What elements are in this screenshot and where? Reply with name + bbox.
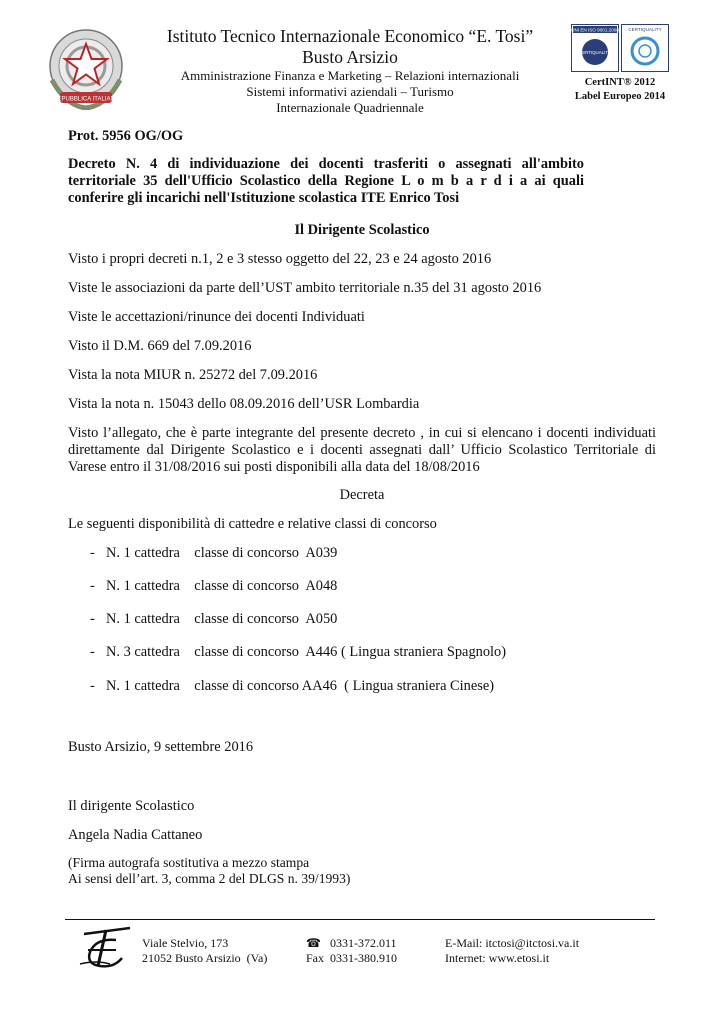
issuer-heading: Il Dirigente Scolastico [294,222,430,238]
phone-icon: ☎ [306,936,321,950]
list-item: - N. 1 cattedra classe di concorso AA46 ( Lingua straniera Cinese) [90,678,495,694]
visto-7: Visto l’allegato, che è parte integrante del presente decreto , in cui si elencano i docenti individuati direttamente dal Dirigente Scolastico e i docenti assegnati dall’ Ufficio Scolastico Territoriale di Varese entro il 31/08/2016 sui posti disponibili alla data del 18/08/2016 [68,425,656,475]
certification-badges [571,24,669,72]
visto-5: Vista la nota MIUR n. 25272 del 7.09.2016 [68,367,318,383]
certiquality-logo [622,25,669,72]
footer-website[interactable]: Internet: www.etosi.it [445,951,550,965]
list-item: - N. 1 cattedra classe di concorso A048 [90,578,338,594]
signature-note: (Firma autografa sostitutiva a mezzo stampa Ai sensi dell’art. 3, comma 2 del DLGS n. 39/1993) [68,855,351,886]
visto-2: Viste le associazioni da parte dell’UST ambito territoriale n.35 del 31 agosto 2016 [68,280,542,296]
visto-1: Visto i propri decreti n.1, 2 e 3 stesso oggetto del 22, 23 e 24 agosto 2016 [68,251,492,267]
visto-3: Viste le accettazioni/rinunce dei docenti Individuati [68,309,365,325]
school-courses-line-2: Sistemi informativi aziendali – Turismo [246,84,454,99]
school-courses-line-1: Amministrazione Finanza e Marketing – Relazioni internazionali [180,68,520,83]
school-monogram-logo [76,924,134,970]
school-name: Istituto Tecnico Internazionale Economico “E. Tosi” [166,26,534,46]
label-europeo: Label Europeo 2014 [574,91,666,102]
footer-address-street: Viale Stelvio, 173 [142,936,229,950]
list-item: - N. 1 cattedra classe di concorso A039 [90,545,338,561]
republic-emblem-icon [46,26,126,110]
footer-email[interactable]: E-Mail: itctosi@itctosi.va.it [445,936,580,950]
iso-certification-logo [571,25,619,72]
certification-labels [566,76,674,104]
decreta-heading: Decreta [339,487,385,503]
protocol-number: Prot. 5956 OG/OG [68,128,184,144]
svg-text:CERTIQUALITY: CERTIQUALITY [579,50,611,55]
decree-title: Decreto N. 4 di individuazione dei docenti trasferiti o assegnati all'ambito territoriale 35 dell'Ufficio Scolastico della Regione L o m b a r d i a ai quali conferire gli incarichi nell'Istituzione scolastica ITE Enrico Tosi [68,156,584,206]
svg-text:CERTIQUALITY: CERTIQUALITY [628,27,662,32]
emblem-label: REPUBBLICA ITALIANA [53,96,119,103]
list-intro: Le seguenti disponibilità di cattedre e relative classi di concorso [68,516,437,532]
signer-title: Il dirigente Scolastico [68,798,195,814]
signer-name: Angela Nadia Cattaneo [68,827,203,843]
list-item: - N. 1 cattedra classe di concorso A050 [90,611,338,627]
school-city: Busto Arsizio [302,47,398,67]
footer-address-city: 21052 Busto Arsizio (Va) [142,951,268,965]
footer-fax: Fax 0331-380.910 [306,951,397,965]
certint-label: CertINT® 2012 [584,77,656,88]
place-date: Busto Arsizio, 9 settembre 2016 [68,739,254,755]
footer-phone: ☎ 0331-372.011 [306,936,397,950]
school-header [140,26,560,116]
list-item: - N. 3 cattedra classe di concorso A446 ( Lingua straniera Spagnolo) [90,644,507,660]
visto-4: Visto il D.M. 669 del 7.09.2016 [68,338,252,354]
svg-text:UNI EN ISO 9001:2008: UNI EN ISO 9001:2008 [571,27,619,33]
footer-divider [65,919,655,920]
visto-6: Vista la nota n. 15043 dello 08.09.2016 dell’USR Lombardia [68,396,420,412]
school-courses-line-3: Internazionale Quadriennale [276,100,424,115]
